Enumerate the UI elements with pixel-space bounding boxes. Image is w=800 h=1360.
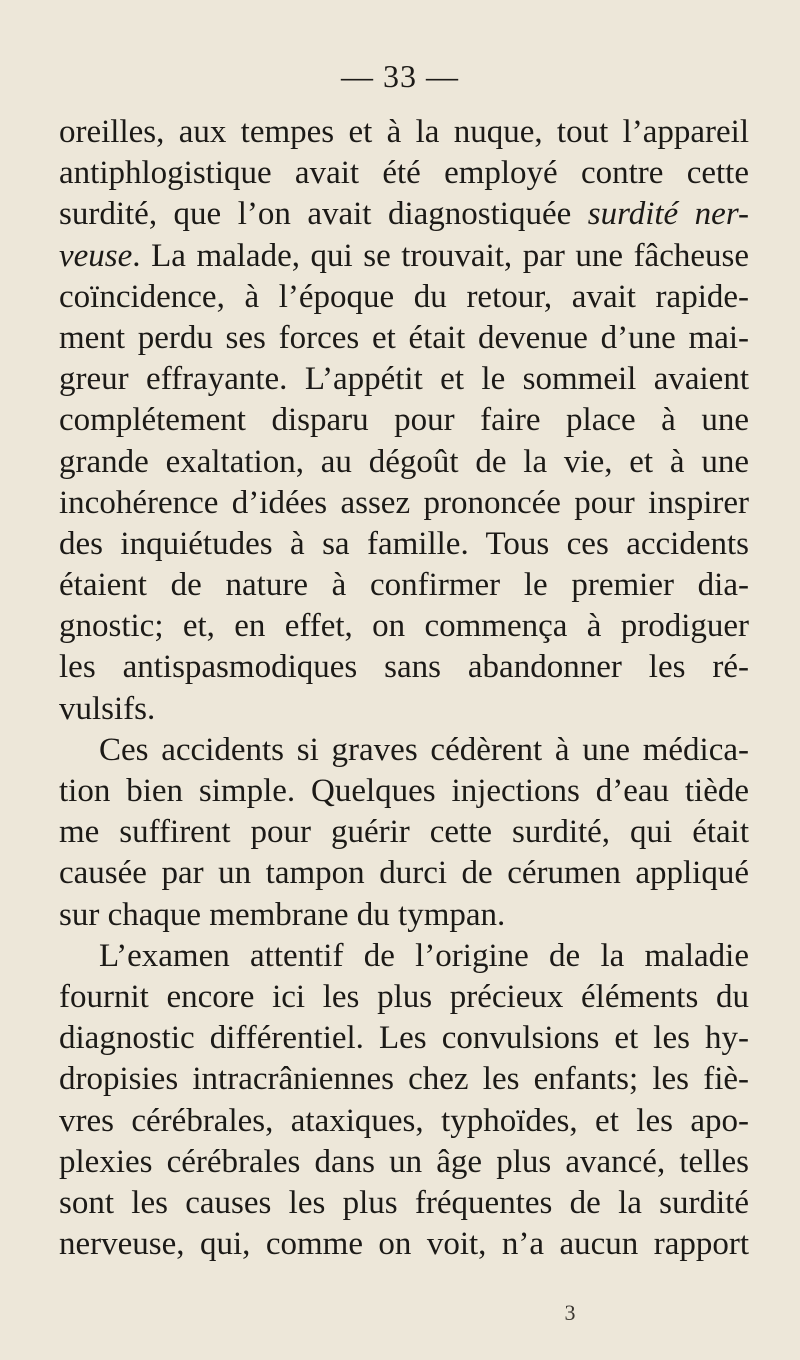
italic-term: veuse (59, 237, 133, 274)
text-line: tion bien simple. Quelques injections d’eau tiède (59, 773, 749, 809)
text-line: L’examen attentif de l’origine de la maladie (99, 937, 749, 974)
text-line: vulsifs. (59, 690, 156, 727)
text-line: gnostic; et, en effet, on commença à prodiguer (59, 608, 749, 645)
text-line: dropisies intracrâniennes chez les enfants; les fiè- (59, 1061, 749, 1098)
text-line: causée par un tampon durci de cérumen appliqué (59, 855, 749, 892)
text-line: nerveuse, qui, comme on voit, n’a aucun rapport (59, 1226, 749, 1263)
text-line: étaient de nature à confirmer le premier dia- (59, 567, 749, 604)
text-line: Ces accidents si graves cédèrent à une médica- (99, 731, 749, 768)
text-line: diagnostic différentiel. Les convulsions et les hy- (59, 1020, 749, 1057)
text-line: sont les causes les plus fréquentes de la surdité (59, 1184, 749, 1221)
text-line: coïncidence, à l’époque du retour, avait rapide- (59, 278, 749, 315)
text-fragment: surdité, que l’on avait diagnostiquée (59, 196, 572, 233)
text-line: me suffirent pour guérir cette surdité, qui était (59, 814, 749, 851)
text-line: incohérence d’idées assez prononcée pour inspirer (59, 484, 749, 521)
text-line: fournit encore ici les plus précieux éléments du (59, 978, 749, 1015)
text-line: greur effrayante. L’appétit et le sommeil avaient (59, 361, 749, 398)
text-line: les antispasmodiques sans abandonner les ré- (59, 649, 749, 686)
page-number: — 33 — (341, 58, 459, 94)
text-line: sur chaque membrane du tympan. (59, 896, 506, 933)
text-line: grande exaltation, au dégoût de la vie, et à une (59, 443, 749, 480)
text-line: plexies cérébrales dans un âge plus avancé, telles (59, 1143, 749, 1180)
text-line (59, 236, 749, 277)
italic-term: surdité ner- (587, 196, 750, 233)
text-line: antiphlogistique avait été employé contre cette (59, 155, 749, 192)
text-line: oreilles, aux tempes et à la nuque, tout l’appareil (59, 114, 749, 150)
text-line: vres cérébrales, ataxiques, typhoïdes, et les apo- (59, 1102, 749, 1139)
text-line: complétement disparu pour faire place à une (59, 402, 749, 439)
text-fragment: . La malade, qui se trouvait, par une fâcheuse (132, 237, 749, 274)
signature-mark: 3 (564, 1300, 576, 1325)
text-line (59, 194, 749, 235)
text-line: des inquiétudes à sa famille. Tous ces accidents (59, 525, 749, 562)
body-text (59, 112, 749, 1265)
text-line: ment perdu ses forces et était devenue d’une mai- (59, 319, 749, 356)
